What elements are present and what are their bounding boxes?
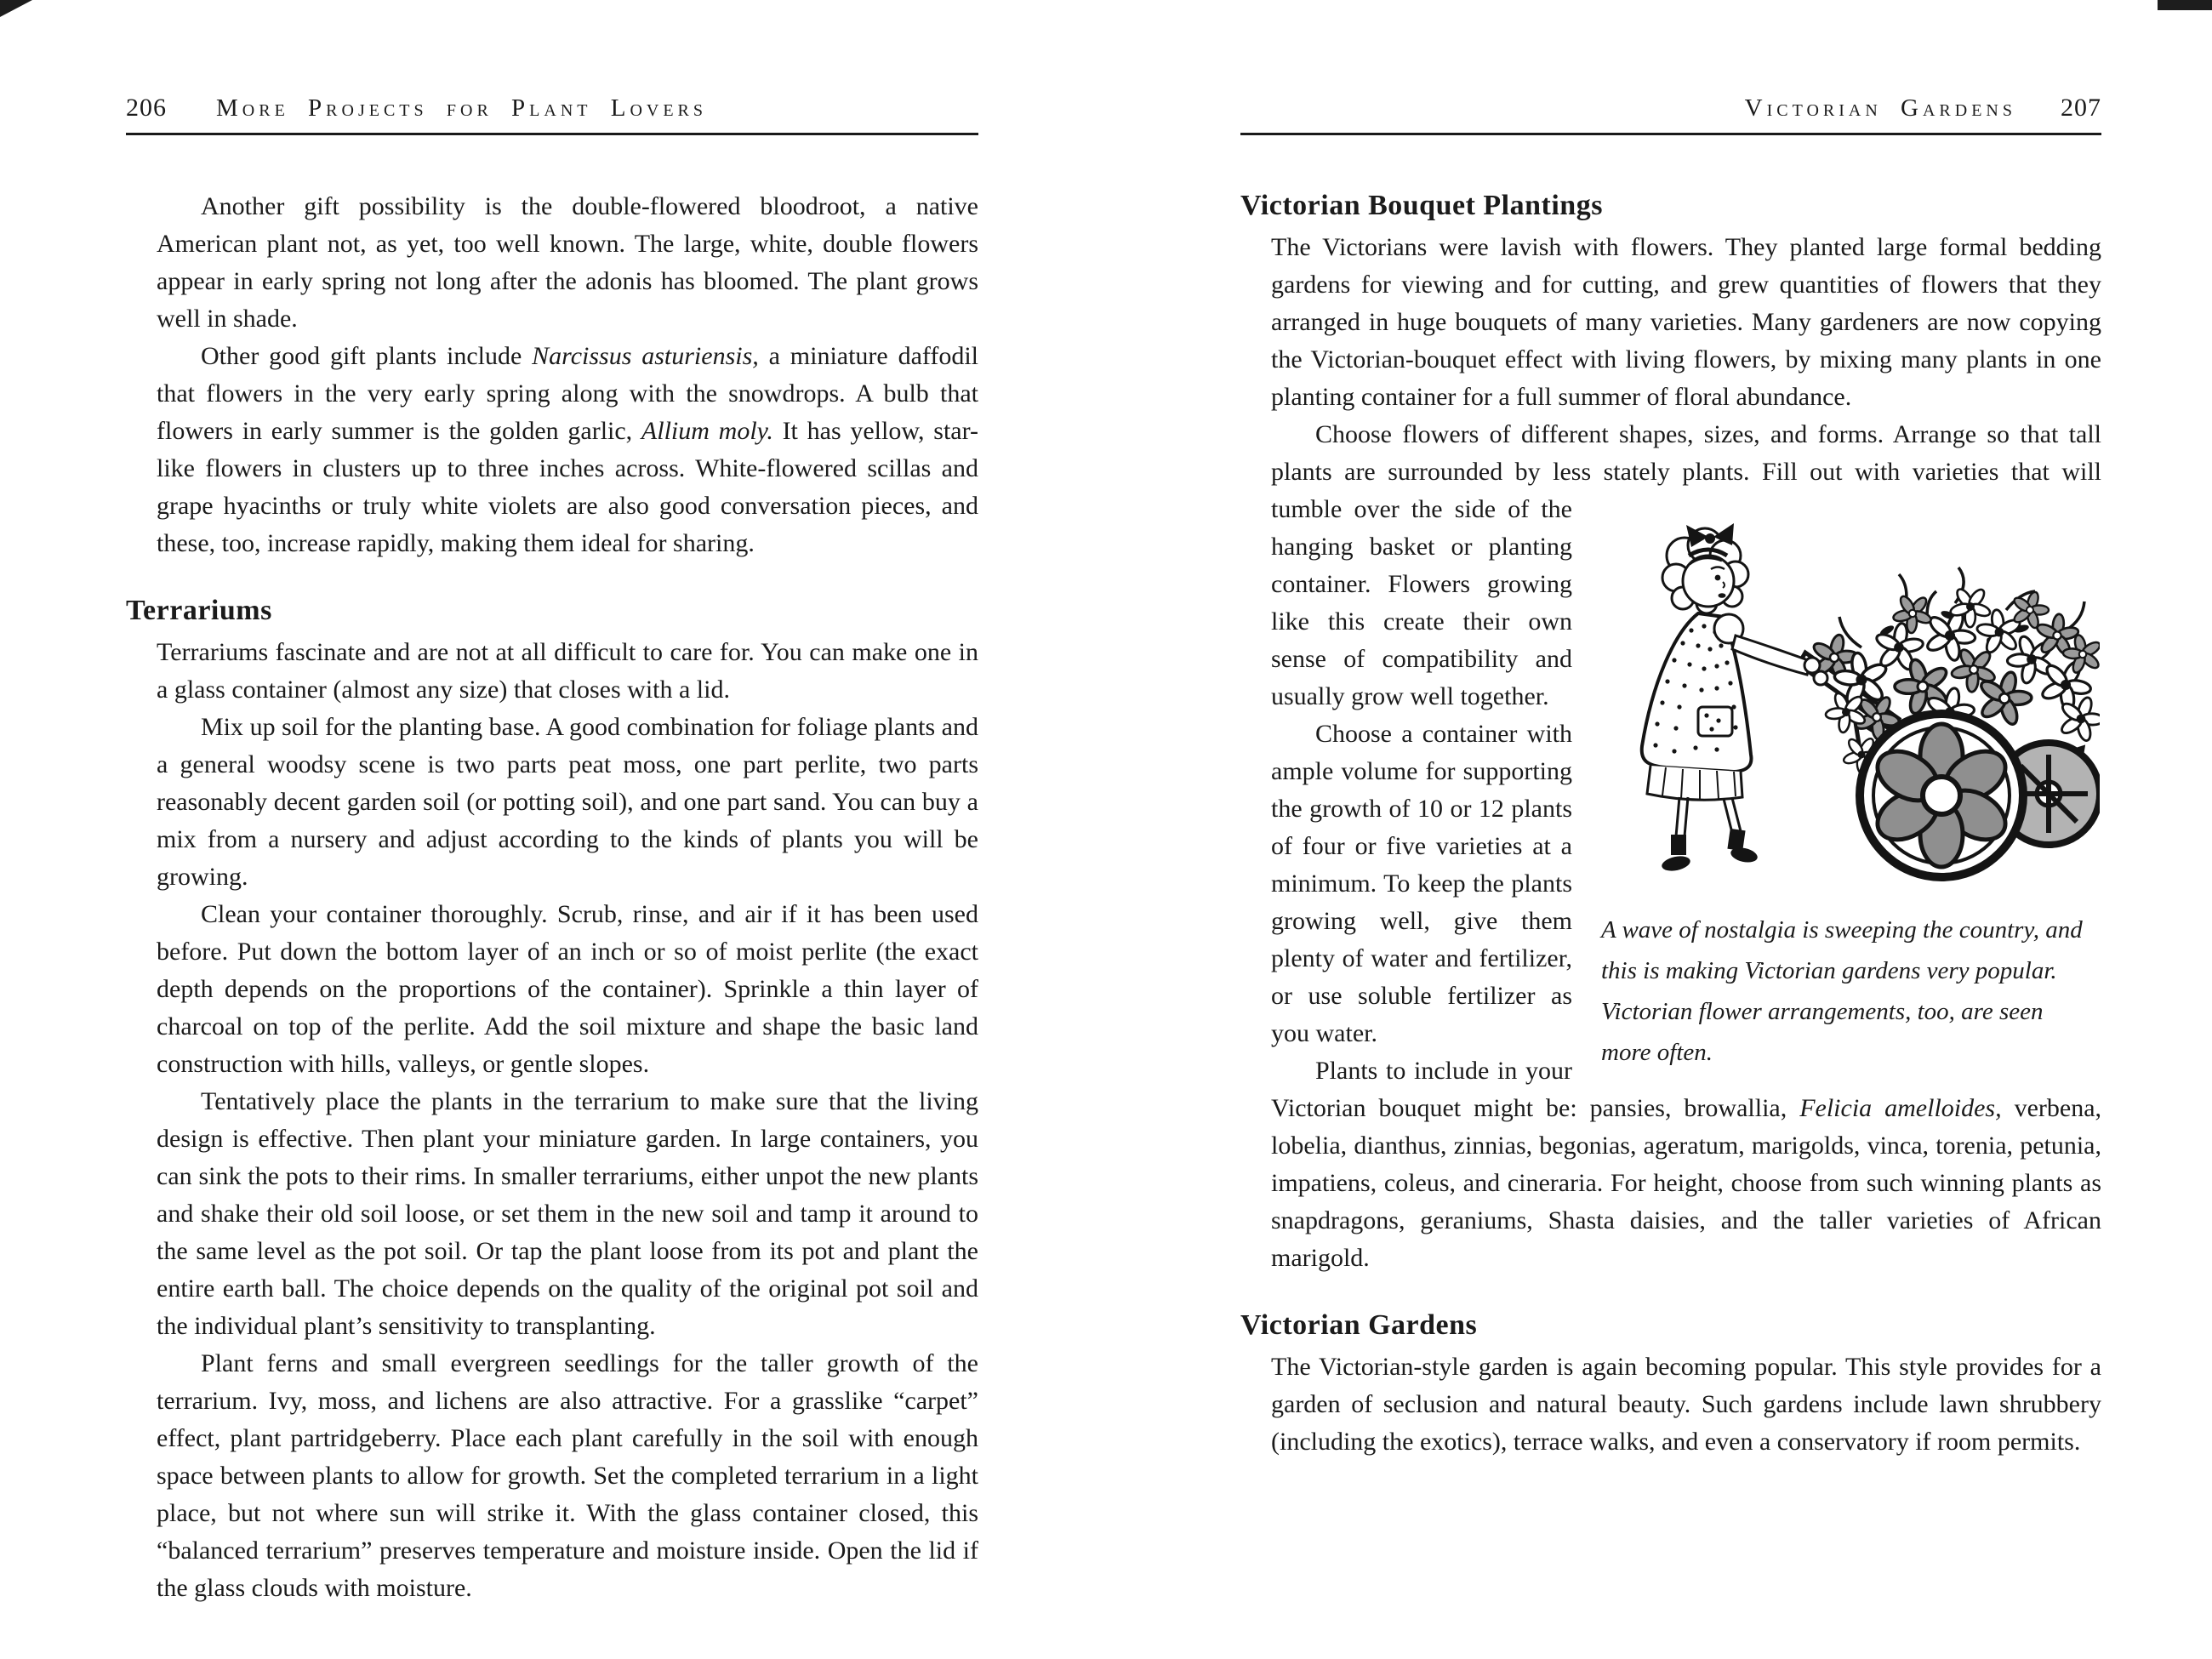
text-segment: Other good gift plants include — [201, 342, 533, 370]
left-page — [126, 85, 978, 1607]
right-running-head — [1240, 94, 2101, 135]
right-running-head-title: Victorian Gardens — [1744, 94, 2016, 122]
choose-container-paragraph: Choose a container with ample volume for supporting the growth of 10 or 12 plants of four or five varieties at a minimum. To keep the plants growing well, give them plenty of water and fertilizer, or use soluble fertilizer as you water. — [1271, 720, 1572, 1047]
choose-flowers-paragraph-wrap: tumble over the side of the hanging basket or planting container. Flowers growing like this create their own sense of compatibility and usually grow well together. — [1271, 495, 1572, 710]
text-segment: Plants to include in your Victorian bouquet might be: pansies, browallia, — [1271, 1057, 1800, 1122]
terrariums-heading: Terrariums — [126, 595, 272, 626]
victorians-paragraph: The Victorians were lavish with flowers. They planted large formal bedding gardens for viewing and for cutting, and grew quantities of flowers that they arranged in huge bouquets of many varieties. Many gardeners are now copying the Victorian-bouquet effect with living flowers, by mixing many plants in one planting container for a full summer of floral abundance. — [1271, 233, 2101, 411]
bouquet-plantings-heading: Victorian Bouquet Plantings — [1240, 190, 1603, 221]
text-segment: verbena, lobelia, dianthus, zinnias, begonias, ageratum, marigolds, vinca, torenia, petunia, impatiens, coleus, and cineraria. For height, choose from such winning plants as snapdragons, geraniums, Shasta daisies, and the taller varieties of African marigold. — [1271, 1094, 2102, 1272]
scan-artifact-top-left — [0, 0, 32, 17]
terrariums-paragraph-5: Plant ferns and small evergreen seedlings for the taller growth of the terrarium. Ivy, moss, and lichens are also attractive. For a grasslike “carpet” effect, plant partridgeberry. Place each plant carefully in the soil with enough space between plants to allow for growth. Set the completed terrarium in a light place, but not where sun will strike it. With the glass container closed, this “balanced terrarium” preserves temperature and moisture inside. Open the lid if the glass clouds with moisture. — [157, 1349, 978, 1602]
victorian-gardens-heading: Victorian Gardens — [1240, 1309, 1478, 1341]
girl-figure — [1642, 523, 1827, 873]
latin-name-text: Felicia amelloides, — [1799, 1094, 2002, 1122]
right-page-body — [1240, 188, 2102, 1461]
gift-plants-paragraph — [157, 338, 978, 562]
text-segment: It has yellow, star-like flowers in clusters up to three inches across. White-flowered scillas and grape hyacinths or truly white violets are also good conversation pieces, and these, too, increase rapidly, making them ideal for sharing. — [157, 417, 979, 557]
terrariums-paragraph-4: Tentatively place the plants in the terrarium to make sure that the living design is effective. Then plant your miniature garden. In large containers, you can sink the pots to their rims. In smaller terrariums, either unpot the new plants and shake their old soil loose, or set them in the new soil and tamp it around to the same level as the pot soil. Or tap the plant loose from its pot and plant the entire earth ball. The choice depends on the quality of the original pot soil and the individual plant’s sensitivity to transplanting. — [157, 1087, 978, 1340]
plants-to-include-paragraph — [1271, 1052, 2101, 1277]
latin-name-text: Narcissus asturiensis, — [532, 342, 759, 370]
figure-caption: A wave of nostalgia is sweeping the country, and this is making Victorian gardens very popular. Victorian flower arrangements, too, are seen more often. — [1601, 916, 2083, 1066]
left-running-head — [126, 94, 978, 135]
scan-artifact-top-right — [2158, 0, 2212, 10]
text-segment: a miniature daffodil that flowers in the very early spring along with the snowdrops. A bulb that flowers in early summer is the golden garlic, — [157, 342, 978, 445]
victorian-gardens-paragraph: The Victorian-style garden is again becoming popular. This style provides for a garden of seclusion and natural beauty. Such gardens include lawn shrubbery (including the exotics), terrace walks, and even a conservatory if room permits. — [1271, 1353, 2101, 1456]
terrariums-paragraph-2: Mix up soil for the planting base. A good combination for foliage plants and a general woodsy scene is two parts peat moss, one part perlite, two parts reasonably decent garden soil (or potting soil), and one part sand. You can buy a mix from a nursery and adjust according to the kinds of plants you will be growing. — [157, 713, 978, 891]
girl-pushing-flower-cart-illustration — [1606, 503, 2100, 887]
terrariums-paragraph-1: Terrariums fascinate and are not at all difficult to care for. You can make one in a glass container (almost any size) that closes with a lid. — [157, 638, 978, 704]
cart-big-wheel — [1860, 714, 2023, 877]
terrariums-paragraph-3: Clean your container thoroughly. Scrub, rinse, and air if it has been used before. Put down the bottom layer of an inch or so of moist perlite (the exact depth depends on the proportions of the container). Sprinkle a thin layer of charcoal on top of the perlite. Add the soil mixture and shape the basic land construction with hills, valleys, or gentle slopes. — [157, 900, 978, 1078]
right-page-number: 207 — [2061, 94, 2101, 122]
right-page — [1240, 85, 2101, 1461]
left-running-head-title: More Projects for Plant Lovers — [216, 94, 708, 122]
flower-cart-figure — [1591, 503, 2101, 1073]
left-page-body — [126, 188, 979, 1607]
left-page-number: 206 — [126, 94, 167, 122]
latin-name-text: Allium moly. — [641, 417, 773, 445]
bloodroot-paragraph: Another gift possibility is the double-flowered bloodroot, a native American plant not, as yet, too well known. The large, white, double flowers appear in early spring not long after the adonis has bloomed. The plant grows well in shade. — [157, 192, 978, 333]
choose-flowers-paragraph-lead: Choose flowers of different shapes, sizes, and forms. Arrange so that tall plants are surrounded by less stately plants. Fill out with varieties that will — [1271, 420, 2101, 486]
